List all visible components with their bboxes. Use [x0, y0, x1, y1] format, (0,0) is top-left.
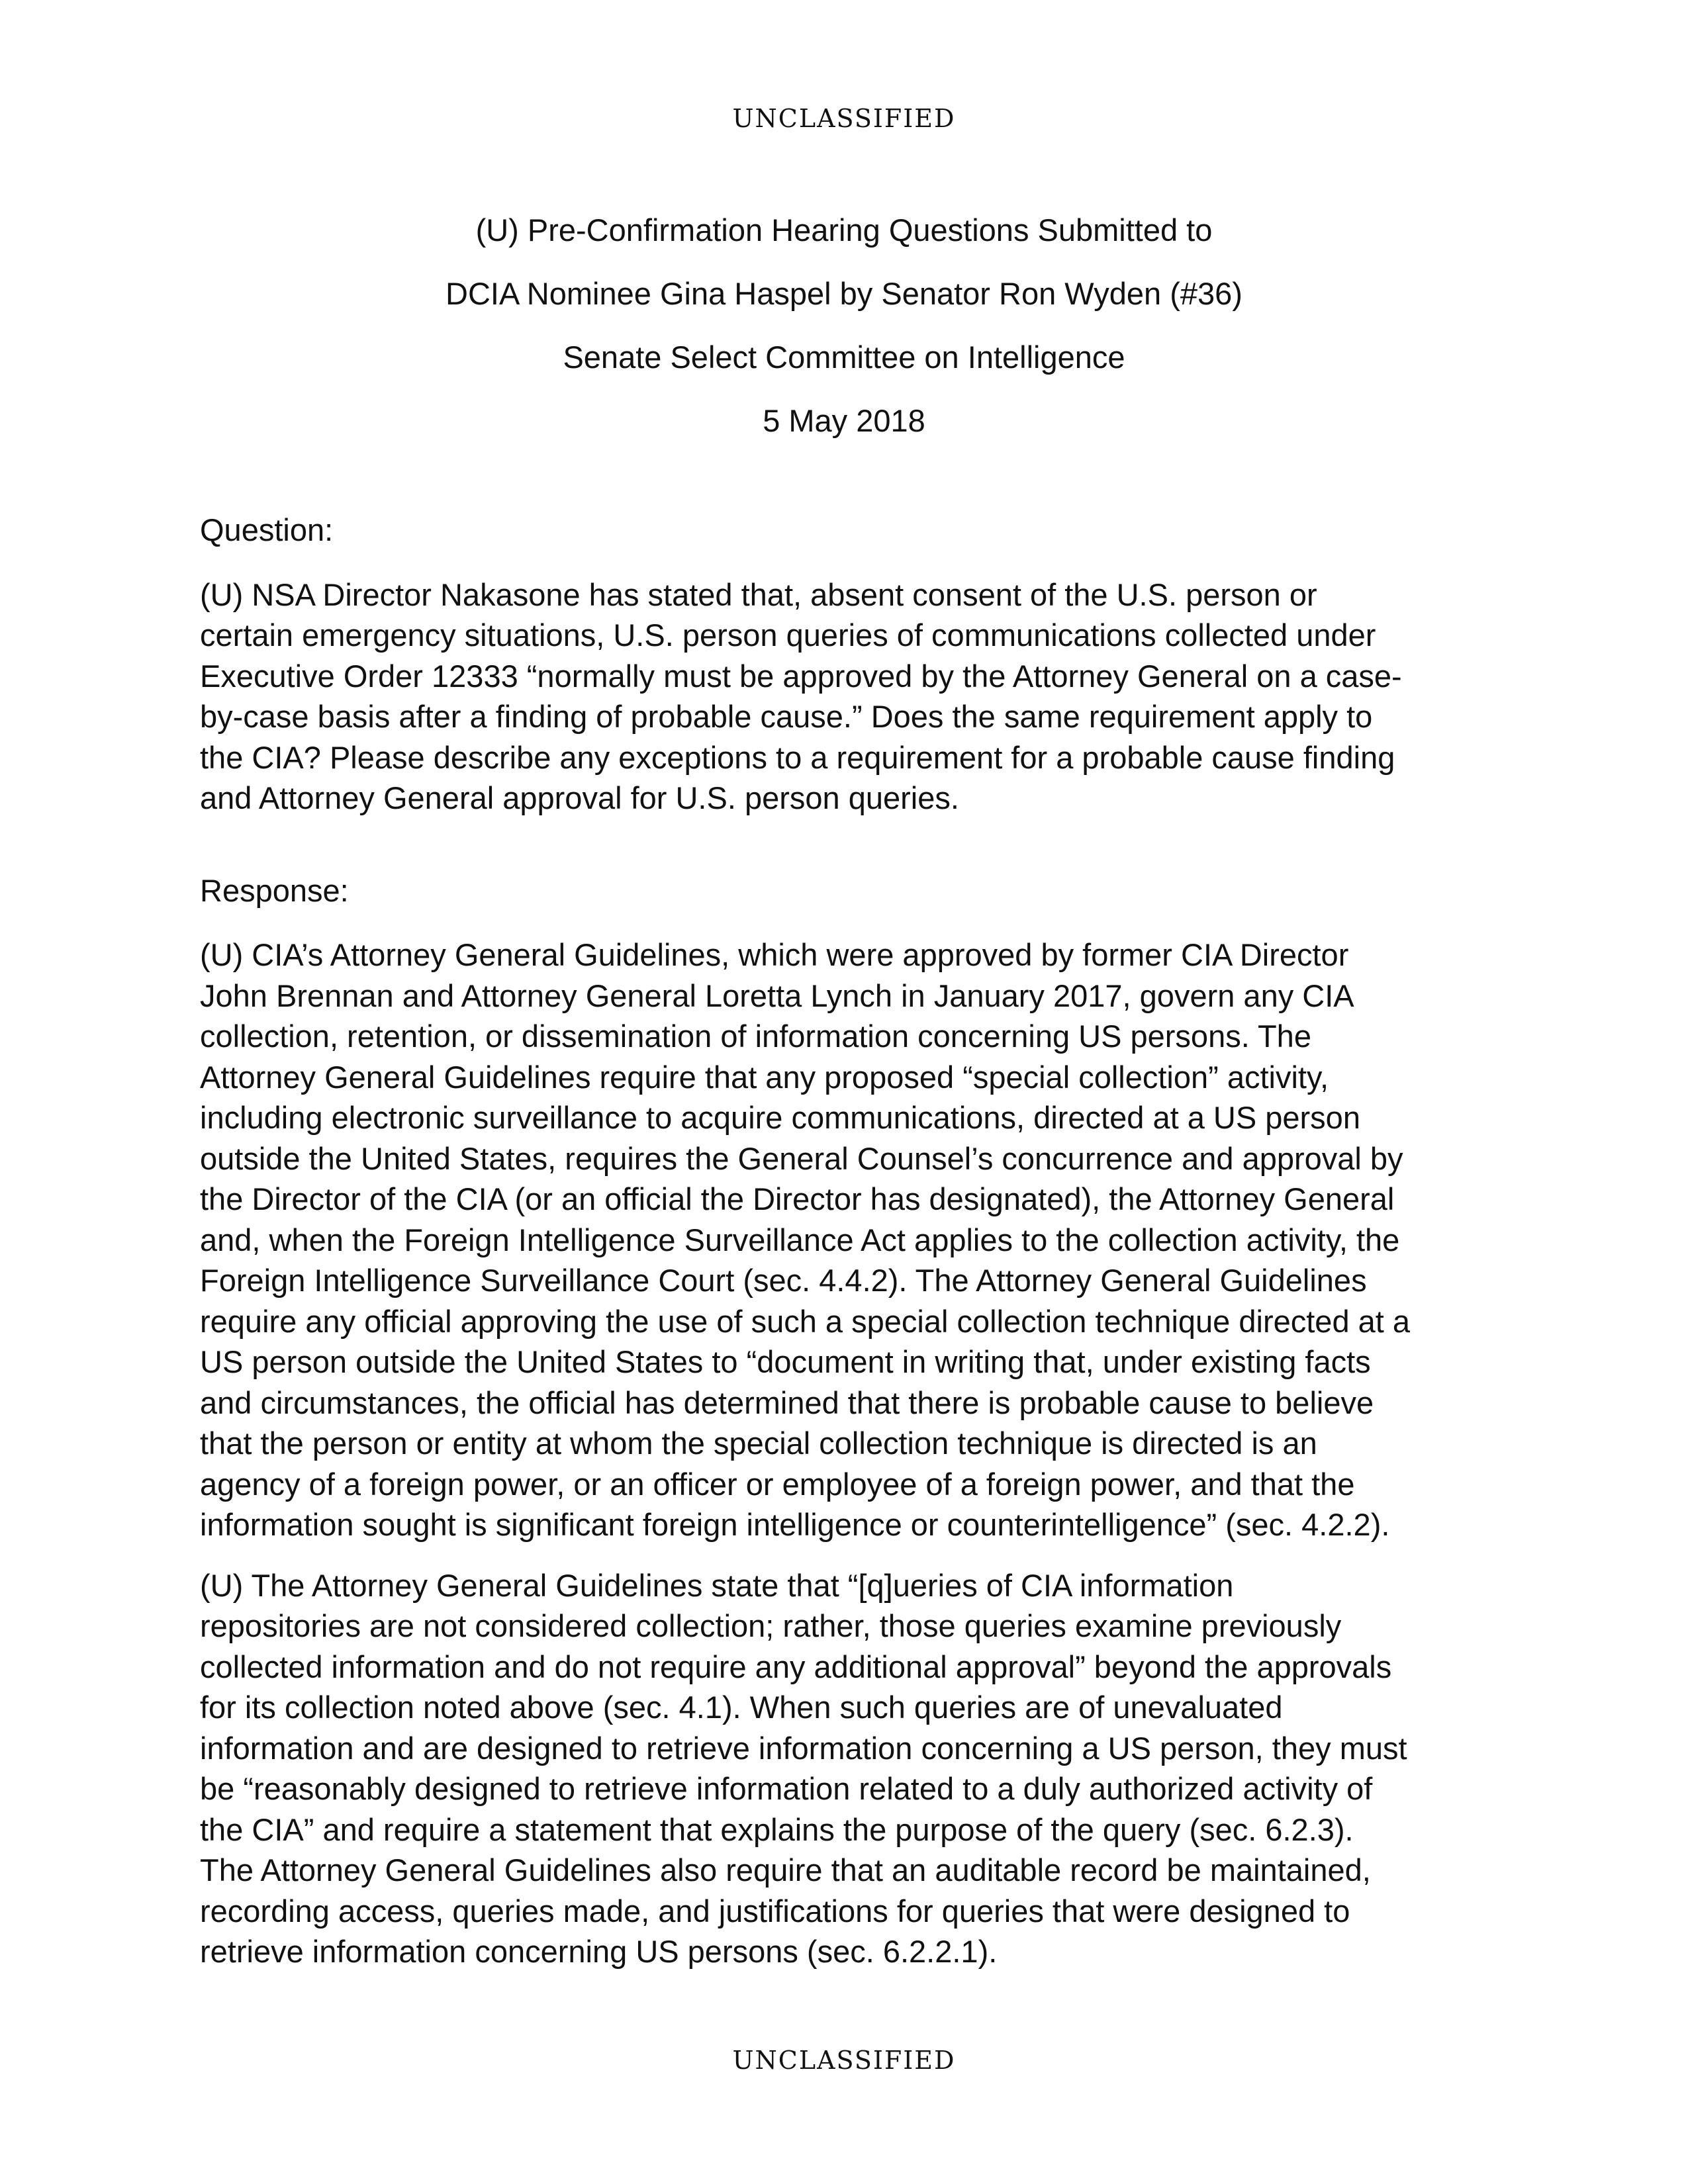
- text-line: require any official approving the use of such a special collection technique directed at a: [200, 1303, 1411, 1339]
- footer-classification-marking: UNCLASSIFIED: [732, 2046, 956, 2075]
- text-line: be “reasonably designed to retrieve information related to a duly authorized activity of: [200, 1771, 1373, 1806]
- text-line: collected information and do not require any additional approval” beyond the approvals: [200, 1649, 1392, 1684]
- response-heading: Response:: [200, 872, 349, 908]
- title-date: 5 May 2018: [763, 403, 925, 438]
- header-classification-marking: UNCLASSIFIED: [732, 104, 956, 133]
- text-line: collection, retention, or dissemination of information concerning US persons. The: [200, 1019, 1311, 1054]
- text-line: certain emergency situations, U.S. person queries of communications collected under: [200, 617, 1376, 653]
- text-line: outside the United States, requires the General Counsel’s concurrence and approval by: [200, 1140, 1403, 1176]
- document-body: [200, 510, 1504, 1972]
- text-line: by-case basis after a finding of probable cause.” Does the same requirement apply to: [200, 699, 1373, 734]
- title-line: DCIA Nominee Gina Haspel by Senator Ron Wyden (#36): [445, 276, 1243, 311]
- text-line: that the person or entity at whom the special collection technique is directed is an: [200, 1426, 1317, 1461]
- text-line: and, when the Foreign Intelligence Surveillance Act applies to the collection activity, the: [200, 1222, 1400, 1257]
- title-line: (U) Pre-Confirmation Hearing Questions Submitted to: [475, 212, 1213, 248]
- response-paragraph-2: [200, 1565, 1504, 1972]
- text-line: including electronic surveillance to acquire communications, directed at a US person: [200, 1100, 1360, 1135]
- text-line: the Director of the CIA (or an official the Director has designated), the Attorney General: [200, 1181, 1395, 1216]
- text-line: the CIA” and require a statement that explains the purpose of the query (sec. 6.2.3).: [200, 1811, 1354, 1847]
- text-line: Executive Order 12333 “normally must be approved by the Attorney General on a case-: [200, 658, 1402, 694]
- text-line: repositories are not considered collection; rather, those queries examine previously: [200, 1608, 1342, 1643]
- text-line: and Attorney General approval for U.S. person queries.: [200, 780, 959, 815]
- text-line: (U) NSA Director Nakasone has stated that, absent consent of the U.S. person or: [200, 576, 1317, 612]
- text-line: and circumstances, the official has determined that there is probable cause to believe: [200, 1385, 1374, 1420]
- text-line: Foreign Intelligence Surveillance Court (sec. 4.4.2). The Attorney General Guidelines: [200, 1263, 1367, 1298]
- text-line: Attorney General Guidelines require that any proposed “special collection” activity,: [200, 1059, 1329, 1095]
- title-line: Senate Select Committee on Intelligence: [563, 340, 1125, 375]
- text-line: (U) The Attorney General Guidelines state that “[q]ueries of CIA information: [200, 1567, 1234, 1603]
- text-line: information sought is significant foreign intelligence or counterintelligence” (sec. 4.2.2).: [200, 1507, 1390, 1542]
- text-line: the CIA? Please describe any exceptions to a requirement for a probable cause finding: [200, 739, 1395, 775]
- text-line: recording access, queries made, and justifications for queries that were designed to: [200, 1893, 1350, 1929]
- text-line: information and are designed to retrieve information concerning a US person, they must: [200, 1730, 1407, 1766]
- text-line: retrieve information concerning US persons (sec. 6.2.2.1).: [200, 1934, 998, 1969]
- response-paragraph-1: [200, 934, 1504, 1545]
- text-line: US person outside the United States to “document in writing that, under existing facts: [200, 1344, 1371, 1379]
- text-line: agency of a foreign power, or an officer or employee of a foreign power, and that the: [200, 1466, 1355, 1502]
- text-line: John Brennan and Attorney General Loretta Lynch in January 2017, govern any CIA: [200, 978, 1354, 1013]
- question-paragraph: [200, 574, 1504, 819]
- question-heading: Question:: [200, 512, 334, 547]
- document-title: [199, 199, 1489, 453]
- text-line: The Attorney General Guidelines also require that an auditable record be maintained,: [200, 1852, 1371, 1888]
- text-line: (U) CIA’s Attorney General Guidelines, which were approved by former CIA Director: [200, 937, 1349, 972]
- text-line: for its collection noted above (sec. 4.1). When such queries are of unevaluated: [200, 1690, 1283, 1725]
